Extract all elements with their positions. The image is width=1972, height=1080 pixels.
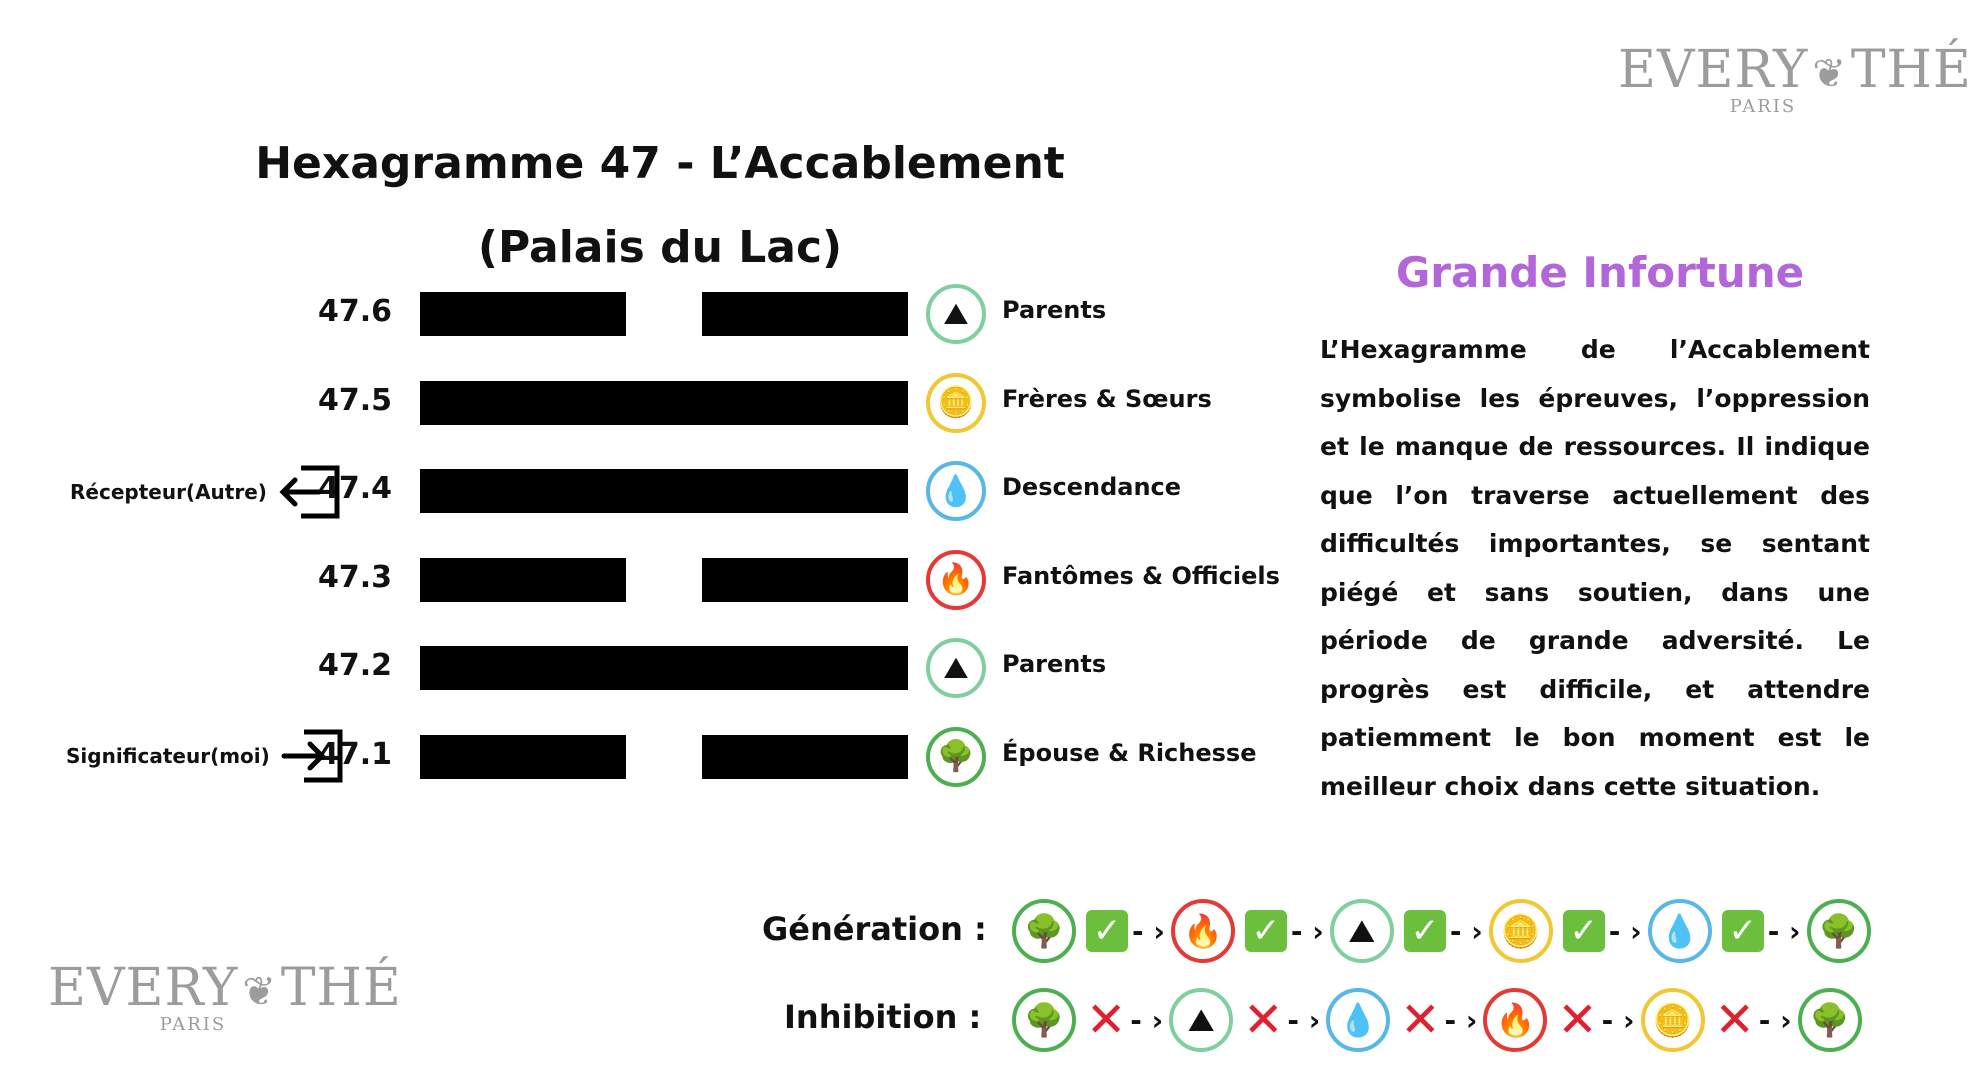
cross-icon: ✕ (1557, 992, 1598, 1048)
relation-label: Descendance (1002, 473, 1182, 501)
cycle-separator (1086, 992, 1164, 1048)
fire-icon: 🔥 (926, 550, 986, 610)
arrow-icon: - › (1608, 914, 1642, 948)
yin-line-segment (420, 292, 626, 336)
water-splash-icon: 💧 (1648, 899, 1712, 963)
check-icon: ✓ (1404, 910, 1446, 952)
cycle-separator (1722, 910, 1801, 952)
line-number: 47.6 (318, 294, 393, 329)
relation-label: Épouse & Richesse (1002, 738, 1257, 767)
arrow-icon: - › (1601, 1003, 1635, 1037)
logo-word-right: THÉ (1850, 40, 1972, 100)
arrow-icon: - › (1758, 1003, 1792, 1037)
logo-wordmark (48, 958, 402, 1018)
yin-line-segment (420, 558, 626, 602)
receptor-label: Récepteur(Autre) (70, 480, 267, 504)
cross-icon: ✕ (1086, 992, 1127, 1048)
gold-bars-icon: 🪙 (926, 373, 986, 433)
tree-icon: 🌳 (1807, 899, 1871, 963)
page-subtitle: (Palais du Lac) (477, 222, 843, 273)
gold-bars-icon: 🪙 (1641, 988, 1705, 1052)
arrow-icon: - › (1444, 1003, 1478, 1037)
tree-icon: 🌳 (1798, 988, 1862, 1052)
logo-word-left: EVERY (48, 958, 239, 1018)
arrow-icon: - › (1290, 914, 1324, 948)
arrow-icon: - › (1130, 1003, 1164, 1037)
inhibition-label: Inhibition : (784, 998, 982, 1036)
cycle-separator (1557, 992, 1635, 1048)
cycle-separator (1243, 992, 1321, 1048)
fleur-ornament-icon: ❦ (242, 969, 277, 1015)
logo-sub: PARIS (159, 1014, 227, 1035)
mountain-icon: ⛰ (926, 284, 986, 344)
line-number: 47.2 (318, 648, 393, 683)
logo-sub: PARIS (1729, 96, 1797, 117)
tree-icon: 🌳 (1012, 899, 1076, 963)
arrow-icon: - › (1767, 914, 1801, 948)
arrow-icon: - › (1287, 1003, 1321, 1037)
mountain-icon: ⛰ (926, 638, 986, 698)
cycle-separator (1714, 992, 1792, 1048)
cross-icon: ✕ (1400, 992, 1441, 1048)
logo-word-left: EVERY (1618, 40, 1809, 100)
tree-icon: 🌳 (1012, 988, 1076, 1052)
check-icon: ✓ (1086, 910, 1128, 952)
relation-label: Parents (1002, 650, 1107, 678)
arrow-icon: - › (1449, 914, 1483, 948)
significator-marker (66, 726, 346, 786)
fire-icon: 🔥 (1483, 988, 1547, 1052)
generation-label: Génération : (762, 910, 987, 948)
logo-wordmark (1618, 40, 1972, 100)
mountain-icon: ⛰ (1330, 899, 1394, 963)
enter-arrow-icon (280, 726, 346, 786)
mountain-icon: ⛰ (1169, 988, 1233, 1052)
cross-icon: ✕ (1243, 992, 1284, 1048)
exit-arrow-icon (277, 462, 343, 522)
yin-line-segment (702, 292, 908, 336)
line-number: 47.5 (318, 382, 393, 418)
fortune-title: Grande Infortune (1395, 248, 1805, 297)
receptor-marker (70, 462, 343, 522)
water-splash-icon: 💧 (926, 461, 986, 521)
inhibition-cycle (1012, 988, 1862, 1052)
check-icon: ✓ (1722, 910, 1764, 952)
yin-line-segment (420, 735, 626, 779)
yin-line-segment (702, 735, 908, 779)
cycle-separator (1086, 910, 1165, 952)
relation-label: Fantômes & Officiels (1002, 561, 1280, 590)
fleur-ornament-icon: ❦ (1812, 51, 1847, 97)
cycle-separator (1404, 910, 1483, 952)
water-splash-icon: 💧 (1326, 988, 1390, 1052)
cross-icon: ✕ (1714, 992, 1755, 1048)
check-icon: ✓ (1245, 910, 1287, 952)
cycle-separator (1400, 992, 1478, 1048)
yang-line (420, 381, 908, 425)
check-icon: ✓ (1563, 910, 1605, 952)
hexagram-description: L’Hexagramme de l’Accablement symbolise les épreuves, l’oppression et le manque de ressources. Il indique que l’on traverse actuellement des difficultés importantes, se sentant piégé et sans soutien, dans une période de grande adversité. Le progrès est difficile, et attendre patiemment le bon moment est le meilleur choix dans cette situation. (1320, 335, 1870, 801)
gold-bars-icon: 🪙 (1489, 899, 1553, 963)
fire-icon: 🔥 (1171, 899, 1235, 963)
line-number: 47.1 (318, 736, 393, 772)
logo-top-right (1618, 40, 1972, 117)
cycle-separator (1245, 910, 1324, 952)
arrow-icon: - › (1132, 914, 1165, 948)
page-title: Hexagramme 47 - L’Accablement (255, 138, 1065, 189)
generation-cycle (1012, 899, 1871, 963)
tree-icon: 🌳 (926, 727, 986, 787)
significator-label: Significateur(moi) (66, 744, 270, 768)
logo-word-right: THÉ (280, 958, 402, 1018)
relation-label: Frères & Sœurs (1002, 384, 1212, 413)
relation-label: Parents (1002, 296, 1107, 324)
logo-bottom-left (48, 958, 402, 1035)
line-number: 47.4 (318, 471, 393, 506)
line-number: 47.3 (318, 559, 393, 595)
yang-line (420, 469, 908, 513)
yin-line-segment (702, 558, 908, 602)
yang-line (420, 646, 908, 690)
cycle-separator (1563, 910, 1642, 952)
